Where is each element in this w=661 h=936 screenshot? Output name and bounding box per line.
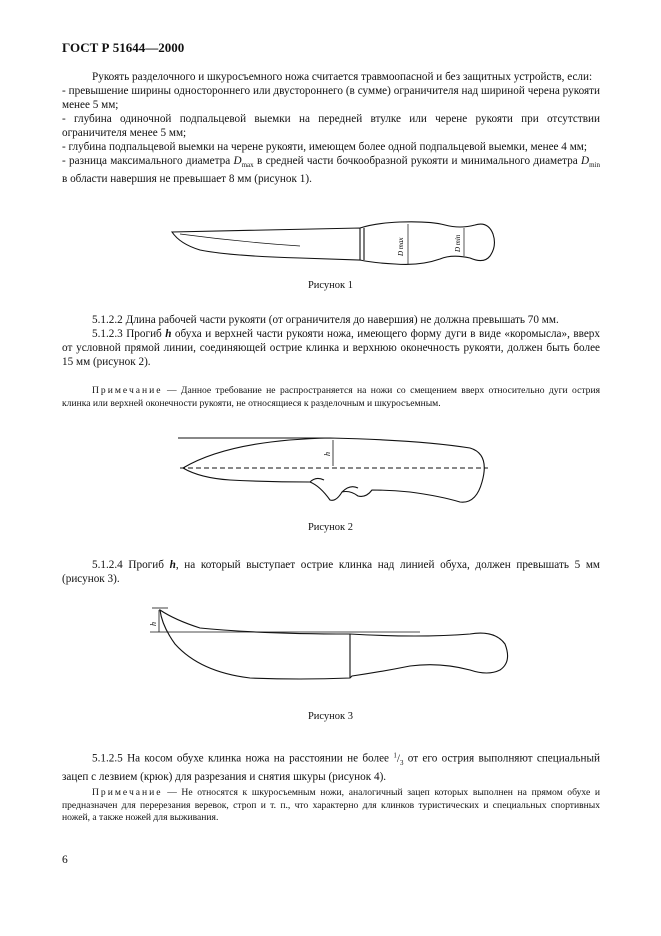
figure-1-caption: Рисунок 1: [307, 280, 354, 291]
intro-item-4: - разница максимального диаметра $D_{max}$ в средней части бочкообразной рукояти и минимального диаметра $D_{min}$ в области навершия не превышает 8 мм (рисунок 1).: [62, 155, 600, 186]
section-5-1-2-2-text: 5.1.2.2 Длина рабочей части рукояти (от ограничителя до навершия) не должна превышать 70 мм.: [92, 314, 559, 326]
figure-3-knife-drawing: [0, 604, 661, 704]
intro-item-2: - глубина одиночной подпальцевой выемки на передней втулке или черене рукояти при отсутствии ограничителя менее 5 мм;: [62, 113, 600, 139]
note-1-label: Примечание: [92, 385, 163, 396]
page-header: ГОСТ Р 51644—2000: [62, 40, 185, 55]
figure-2-h-label: h: [323, 452, 332, 456]
figure-2-caption: Рисунок 2: [307, 522, 354, 533]
section-5-1-2-2: [62, 313, 600, 369]
figure-2-knife-drawing: [0, 432, 661, 522]
section-5-1-2-4: [62, 558, 600, 586]
section-5-1-2-5-text: 5.1.2.5 На косом обухе клинка ножа на расстоянии не более $^1/_3$ от его острия выполняют специальный зацеп с лезвием (крюк) для разрезания и снятия шкуры (рисунок 4).: [62, 751, 600, 783]
section-5-1-2-5: [62, 748, 600, 784]
figure-1-dmin-label: D min: [454, 234, 462, 252]
note-2-label: Примечание: [92, 787, 163, 798]
intro-block: [62, 70, 600, 186]
figure-3-caption: Рисунок 3: [307, 711, 354, 722]
intro-item-3: - глубина подпальцевой выемки на черене рукояти, имеющем более одной подпальцевой выемки, менее 4 мм;: [62, 141, 587, 153]
section-5-1-2-3-text: 5.1.2.3 Прогиб h обуха и верхней части рукояти ножа, имеющего форму дуги в виде «коромысла», вверх от условной прямой линии, соединяющей острие клинка и верхнюю оконечность рукояти, должен быть более 15 мм (рисунок 2).: [62, 328, 600, 368]
figure-3-h-label: h: [149, 622, 158, 626]
intro-item-1: - превышение ширины одностороннего или двустороннего (в сумме) ограничителя над шириной черена рукояти менее 5 мм;: [62, 85, 600, 111]
note-1-text: — Данное требование не распространяется на ножи со смещением вверх относительно дуги острия клинка или верхней оконечности рукояти, не относящиеся к разделочным и шкуросъемным.: [62, 385, 600, 409]
page-number: 6: [62, 854, 68, 866]
figure-1-dmax-label: D max: [397, 237, 405, 256]
intro-paragraph: Рукоять разделочного и шкуросъемного ножа считается травмоопасной и без защитных устройств, если:: [92, 71, 593, 83]
note-2-text: — Не относятся к шкуросъемным ножи, аналогичный зацеп которых выполнен на прямом обухе и предназначен для перерезания веревок, строп и т. п., что характерно для клинков туристических и специальных спортивных ножей, а также ножей для выживания.: [62, 787, 600, 823]
note-2: [62, 787, 600, 825]
section-5-1-2-4-text: 5.1.2.4 Прогиб h, на который выступает острие клинка над линией обуха, должен превышать 5 мм (рисунок 3).: [62, 559, 600, 585]
note-1: [62, 385, 600, 410]
